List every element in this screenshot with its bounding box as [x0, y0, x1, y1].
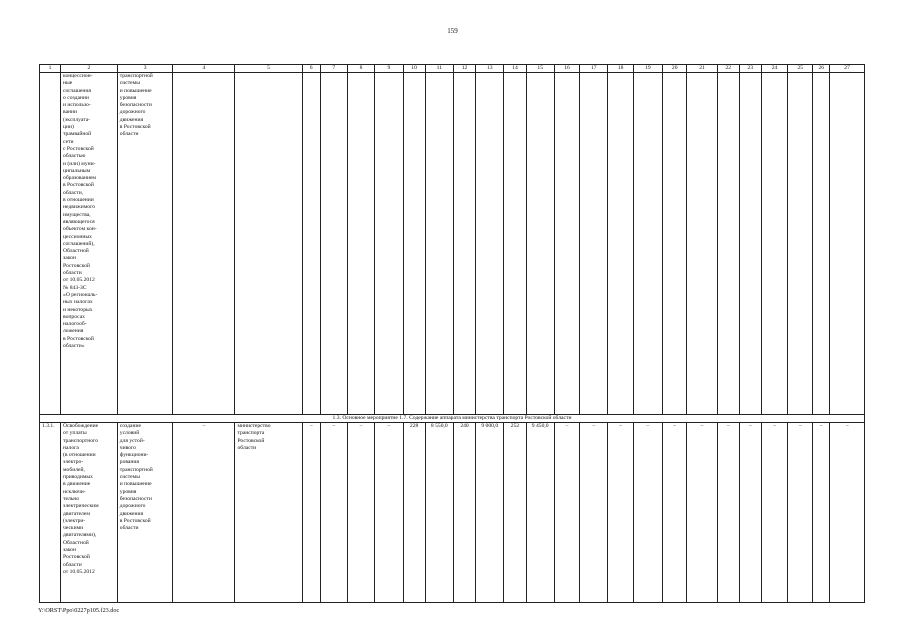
header-cell: 21	[687, 65, 717, 73]
table-cell	[425, 73, 453, 415]
header-cell: 8	[347, 65, 374, 73]
table-cell: –	[320, 423, 347, 603]
table-cell: –	[717, 423, 739, 603]
header-cell: 17	[580, 65, 608, 73]
table-cell	[761, 73, 787, 415]
goal-cell: создание условий для устой- чивого функциони- рования транспортной системы и повышение уровня безопасности дорожного движения в Ростовской области	[117, 423, 173, 603]
header-cell: 12	[454, 65, 476, 73]
table-cell	[375, 73, 403, 415]
table-cell	[687, 73, 717, 415]
header-row	[40, 65, 865, 73]
header-cell: 2	[61, 65, 118, 73]
page-number: 159	[447, 27, 458, 35]
table-cell: –	[830, 423, 865, 603]
table-cell	[504, 73, 526, 415]
header-cell: 9	[375, 65, 403, 73]
table-cell: –	[633, 423, 662, 603]
header-cell: 23	[739, 65, 761, 73]
row-number-cell: 1.3.1.	[40, 423, 61, 603]
header-cell: 15	[526, 65, 554, 73]
table-cell: 9 000,0	[476, 423, 504, 603]
header-cell: 16	[554, 65, 579, 73]
header-cell: 27	[830, 65, 865, 73]
header-cell: 4	[173, 65, 235, 73]
table-cell	[830, 73, 865, 415]
header-cell: 6	[302, 65, 320, 73]
table-row	[40, 73, 865, 415]
measure-name-cell: Освобождение от уплаты транспортного налога (в отношении электро- мобилей, приводимых в движение исключи- тельно электрическим двигателем (электри- ческими двигателями), Областной закон Ростовской области от 10.05.2012	[61, 423, 118, 603]
table-cell	[347, 73, 374, 415]
row-number-cell	[40, 73, 61, 415]
table-cell: –	[173, 423, 235, 603]
table-cell: –	[580, 423, 608, 603]
section-title: 1.3. Основное мероприятие 1.7. Содержание аппарата министерства транспорта Ростовской области	[40, 415, 865, 423]
budget-table	[39, 64, 865, 603]
table-cell	[580, 73, 608, 415]
table-cell	[403, 73, 425, 415]
table-cell: –	[608, 423, 633, 603]
table-cell	[476, 73, 504, 415]
table-cell	[633, 73, 662, 415]
table-cell	[788, 73, 813, 415]
table-cell: –	[347, 423, 374, 603]
table-cell	[454, 73, 476, 415]
table-cell: –	[739, 423, 761, 603]
table-cell	[526, 73, 554, 415]
table-cell	[173, 73, 235, 415]
header-cell: 1	[40, 65, 61, 73]
table-cell: –	[788, 423, 813, 603]
section-row	[40, 415, 865, 423]
header-cell: 5	[235, 65, 302, 73]
header-cell: 13	[476, 65, 504, 73]
header-cell: 24	[761, 65, 787, 73]
measure-name-cell: концессион- ные соглашения о создании и использо- вании (эксплуата- ции) трамвайной сети с Ростовской областью и (или) муни- ципальным образованием в Ростовской области, в отношении недвижимого имущества, являющегося объектом кон- цессионных соглашений), Областной закон Ростовской области от 10.05.2012 № 843-ЗС «О региональ- ных налогах и некоторых вопросах налогооб- ложения в Ростовской области»	[61, 73, 118, 415]
table-cell	[739, 73, 761, 415]
header-cell: 26	[813, 65, 830, 73]
table-cell: –	[663, 423, 687, 603]
table-cell	[554, 73, 579, 415]
header-cell: 25	[788, 65, 813, 73]
header-cell: 10	[403, 65, 425, 73]
table-cell: –	[302, 423, 320, 603]
table-cell: –	[761, 423, 787, 603]
table-cell: 228	[403, 423, 425, 603]
curator-cell: министерство транспорта Ростовской области	[235, 423, 302, 603]
table-cell	[302, 73, 320, 415]
header-cell: 14	[504, 65, 526, 73]
table-cell: –	[375, 423, 403, 603]
header-cell: 20	[663, 65, 687, 73]
header-cell: 7	[320, 65, 347, 73]
table-cell: 8 550,0	[425, 423, 453, 603]
table-cell: 252	[504, 423, 526, 603]
table-cell	[235, 73, 302, 415]
header-cell: 11	[425, 65, 453, 73]
header-cell: 19	[633, 65, 662, 73]
table-cell: –	[813, 423, 830, 603]
table-cell: –	[554, 423, 579, 603]
header-cell: 22	[717, 65, 739, 73]
table-cell	[320, 73, 347, 415]
header-cell: 18	[608, 65, 633, 73]
header-cell: 3	[117, 65, 173, 73]
table-cell: –	[687, 423, 717, 603]
table-cell	[717, 73, 739, 415]
table-cell	[813, 73, 830, 415]
table-cell	[608, 73, 633, 415]
table-row	[40, 423, 865, 603]
goal-cell: транспортной системы и повышение уровня безопасности дорожного движения в Ростовской области	[117, 73, 173, 415]
table-cell: 240	[454, 423, 476, 603]
table-cell: 9 450,0	[526, 423, 554, 603]
table-cell	[663, 73, 687, 415]
document-path-footer: Y:\ORST\Ppo\0227p105.f23.doc	[38, 607, 120, 614]
